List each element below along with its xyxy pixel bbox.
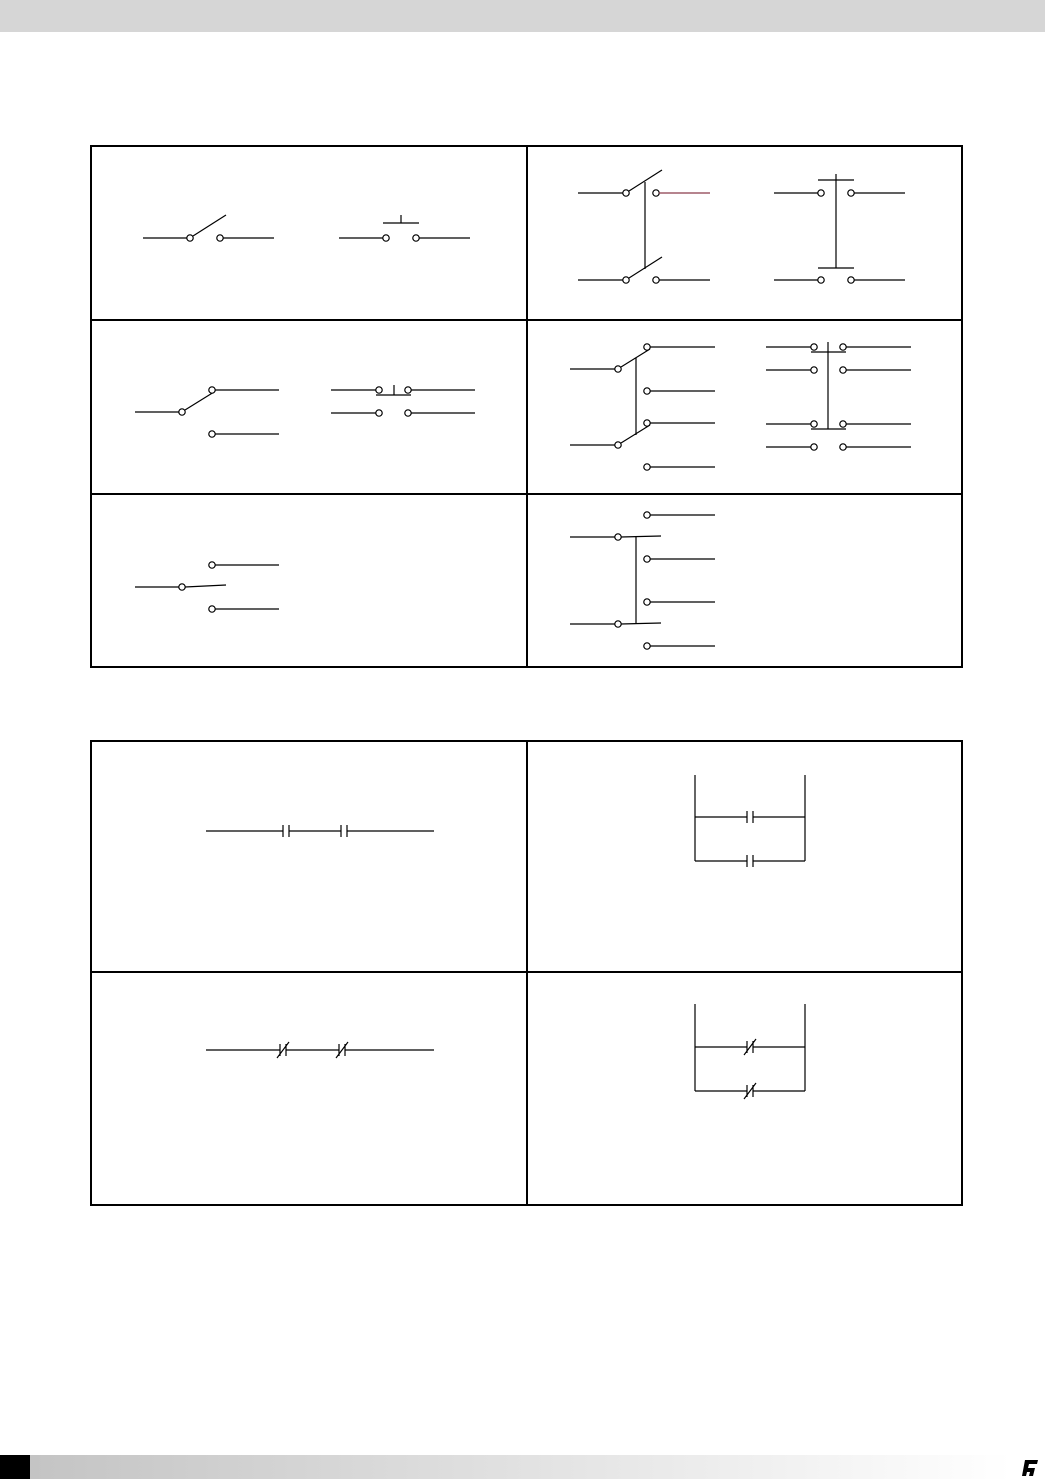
parallel-nc-contacts-icon [695, 1004, 805, 1099]
ladder-table-symbols [90, 740, 964, 1207]
footer-band [30, 1455, 1012, 1479]
ladder-symbol-table [90, 740, 964, 1207]
switch-table-symbols [90, 145, 964, 669]
ganged-three-position-switch-icon [570, 512, 715, 649]
ganged-pushbutton-2no-icon [774, 174, 905, 283]
series-nc-contacts-icon [206, 1042, 434, 1058]
ganged-changeover-pushbutton-icon [766, 342, 911, 450]
series-no-contacts-icon [206, 825, 434, 837]
changeover-pushbutton-icon [331, 385, 475, 416]
ganged-toggle-switch-2no-icon [578, 170, 710, 283]
toggle-switch-no-icon [143, 215, 274, 241]
footer-corner-block [0, 1455, 30, 1479]
pushbutton-no-icon [339, 215, 470, 241]
parallel-no-contacts-icon [695, 775, 805, 867]
ganged-changeover-switch-icon [570, 344, 715, 470]
changeover-switch-icon [135, 387, 279, 437]
three-position-switch-icon [135, 562, 279, 612]
switch-symbol-table [90, 145, 964, 669]
brand-logo-icon [1018, 1458, 1042, 1478]
header-band [0, 0, 1045, 32]
